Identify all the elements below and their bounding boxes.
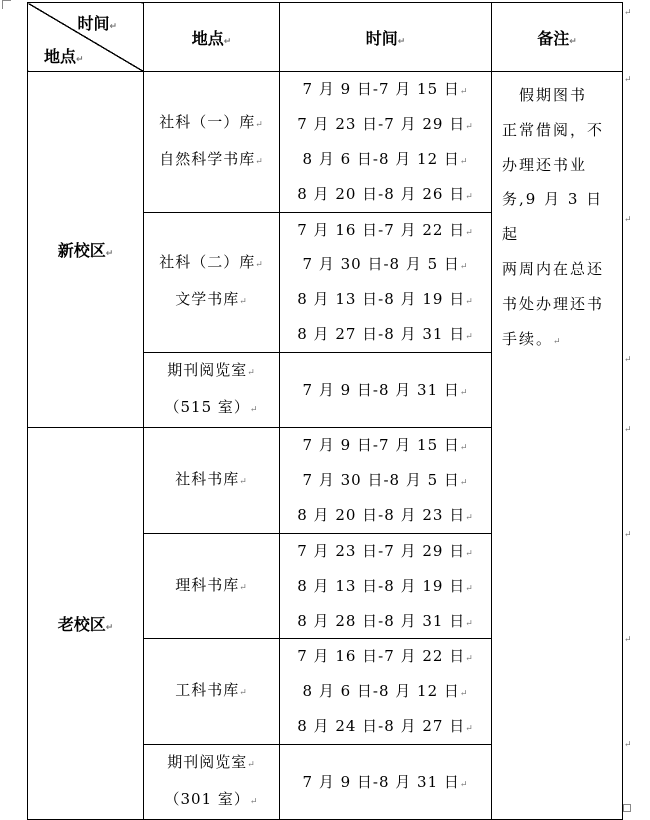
date-range: 8 月 13 日-8 月 19 日↵ bbox=[297, 576, 474, 595]
dates-cell bbox=[280, 745, 492, 820]
dates-cell bbox=[280, 353, 492, 428]
place-cell: 社科（一）库↵ 自然科学书库↵ bbox=[144, 72, 280, 213]
date-range: 8 月 6 日-8 月 12 日↵ bbox=[302, 682, 469, 701]
place-cell: 期刊阅览室↵ （301 室）↵ bbox=[144, 745, 280, 820]
row-end-mark: ↵ bbox=[624, 8, 632, 18]
row-end-mark: ↵ bbox=[624, 635, 632, 645]
dates-cell bbox=[280, 533, 492, 639]
page-corner-mark bbox=[2, 0, 11, 9]
date-range: 7 月 23 日-7 月 29 日↵ bbox=[297, 114, 474, 133]
row-end-mark: ↵ bbox=[624, 355, 632, 365]
row-end-mark: ↵ bbox=[624, 215, 632, 225]
date-range: 8 月 27 日-8 月 31 日↵ bbox=[297, 325, 474, 344]
date-range: 8 月 28 日-8 月 31 日↵ bbox=[297, 611, 474, 630]
library-schedule-table bbox=[27, 2, 623, 820]
dates-cell bbox=[280, 72, 492, 213]
place-cell: 工科书库↵ bbox=[144, 639, 280, 745]
date-range: 7 月 23 日-7 月 29 日↵ bbox=[297, 541, 474, 560]
date-range: 7 月 16 日-7 月 22 日↵ bbox=[297, 647, 474, 666]
date-range: 8 月 13 日-8 月 19 日↵ bbox=[297, 290, 474, 309]
row-end-mark: ↵ bbox=[624, 75, 632, 85]
table-row bbox=[28, 72, 623, 213]
date-range: 7 月 9 日-8 月 31 日↵ bbox=[302, 772, 469, 791]
date-range: 7 月 30 日-8 月 5 日↵ bbox=[302, 255, 469, 274]
place-cell: 社科书库↵ bbox=[144, 428, 280, 534]
date-range: 8 月 6 日-8 月 12 日↵ bbox=[302, 149, 469, 168]
date-range: 7 月 30 日-8 月 5 日↵ bbox=[302, 471, 469, 490]
date-range: 7 月 9 日-7 月 15 日↵ bbox=[302, 436, 469, 455]
dates-cell bbox=[280, 639, 492, 745]
row-end-mark: ↵ bbox=[624, 530, 632, 540]
header-time: 时间↵ bbox=[280, 3, 492, 72]
header-place: 地点↵ bbox=[144, 3, 280, 72]
diag-time-label: 时间 bbox=[77, 14, 110, 33]
table-end-marker bbox=[623, 804, 631, 812]
campus-name-old: 老校区↵ bbox=[28, 428, 144, 820]
dates-cell bbox=[280, 212, 492, 353]
row-end-mark: ↵ bbox=[624, 740, 632, 750]
date-range: 8 月 20 日-8 月 26 日↵ bbox=[297, 184, 474, 203]
place-cell: 社科（二）库↵ 文学书库↵ bbox=[144, 212, 280, 353]
date-range: 8 月 24 日-8 月 27 日↵ bbox=[297, 717, 474, 736]
place-cell: 期刊阅览室↵ （515 室）↵ bbox=[144, 353, 280, 428]
campus-name-new: 新校区↵ bbox=[28, 72, 144, 428]
note-cell: 假期图书 正常借阅，不 办理还书业 务,9 月 3 日起 两周内在总还 书处办理还书 手续。↵ bbox=[492, 72, 623, 820]
header-note: 备注↵ bbox=[492, 3, 623, 72]
diagonal-header-cell: 时间↵ 地点↵ bbox=[28, 3, 144, 72]
date-range: 7 月 16 日-7 月 22 日↵ bbox=[297, 220, 474, 239]
date-range: 7 月 9 日-7 月 15 日↵ bbox=[302, 80, 469, 98]
place-cell: 理科书库↵ bbox=[144, 533, 280, 639]
dates-cell bbox=[280, 428, 492, 534]
date-range: 7 月 9 日-8 月 31 日↵ bbox=[302, 380, 469, 399]
date-range: 8 月 20 日-8 月 23 日↵ bbox=[297, 505, 474, 524]
diag-place-label: 地点 bbox=[44, 47, 77, 66]
row-end-mark: ↵ bbox=[624, 425, 632, 435]
header-row bbox=[28, 3, 623, 72]
